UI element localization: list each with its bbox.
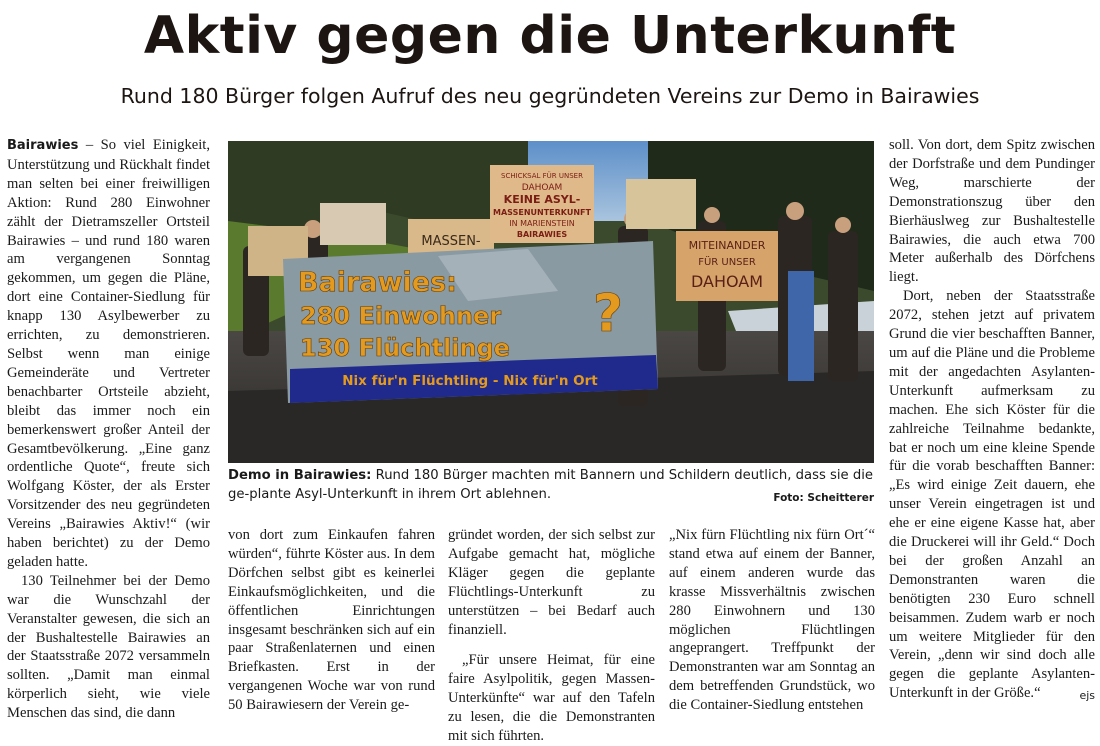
caption-lead: Demo in Bairawies:: [228, 468, 372, 483]
photo-caption: [228, 467, 874, 507]
paragraph: 130 Teilnehmer bei der Demo war die Wunschzahl der Veranstalter gewesen, die sich an der Bushaltestelle Bairawies an der Staatsstraße 2072 versammeln sollten. „Damit man einmal körperlich sieht, wie viele Menschen das sind, die dann: [7, 572, 210, 722]
sign-text: MASSEN-: [421, 234, 481, 249]
sign-text: IN MARIENSTEIN: [509, 219, 575, 228]
article-column-3: [448, 526, 655, 746]
banner-text: Bairawies:: [298, 267, 457, 298]
sign-text: KEINE ASYL-: [503, 193, 581, 206]
dateline: Bairawies: [7, 138, 79, 153]
sign-text: DAHOAM: [690, 272, 764, 291]
paragraph: „Für unsere Heimat, für eine faire Asylpolitik, gegen Massen-Unterkünfte“ war auf den Tafeln zu lesen, die die Demonstranten mit sich führten.: [448, 652, 655, 745]
paragraph: [7, 136, 210, 572]
banner-text: 280 Einwohner: [300, 302, 502, 330]
headline: Aktiv gegen die Unterkunft: [143, 6, 957, 66]
sign-text: MITEINANDER: [688, 239, 766, 252]
paragraph-text: – So viel Einigkeit, Unterstützung und Rückhalt findet man selten bei einer freiwilligen Aktion: Rund 280 Einwohner zählt der Dietramszeller Ortsteil Bairawies – und rund 180 waren am vergangenen Sonntag gekommen, um gegen die Pläne, dort eine Container-Siedlung für knapp 130 Asylbewerber zu errichten, zu demonstrieren. Selbst wenn man einige Gemeinderäte und Vertreter benachbarter Ortsteile abzieht, bleibt das immer noch ein bemerkenswert großer Anteil der Gesamtbevölkerung. „Eine ganz ordentliche Quote“, freute sich Wolfgang Köster, der als Erster Vorsitzender des neu gegründeten Vereins „Bairawies Aktiv!“ (wir haben berichtet) zu der Demo geladen hatte.: [7, 137, 210, 570]
subheadline: Rund 180 Bürger folgen Aufruf des neu gegründeten Vereins zur Demo in Bairawies: [120, 84, 980, 108]
sign-text: BAIRAWIES: [516, 230, 568, 239]
banner-text: 130 Flüchtlinge: [300, 334, 510, 362]
paragraph: gründet worden, der sich selbst zur Aufgabe gemacht hat, mögliche Kläger gegen die geplante Flüchtlings-Unterkunft zu unterstützen – bei Bedarf auch finanziell.: [448, 527, 655, 638]
author-initials: ejs: [1079, 689, 1095, 703]
banner-question-mark: ?: [593, 284, 624, 344]
photo-credit: Foto: Scheitterer: [773, 491, 874, 504]
sign-text: MASSENUNTERKUNFT: [493, 208, 591, 217]
caption-text: Rund 180 Bürger machten mit Bannern und Schildern deutlich, dass sie die ge-plante Asyl-Unterkunft in ihrem Ort ablehnen.: [228, 468, 873, 502]
sign-text: DAHOAM: [521, 183, 563, 193]
paragraph: [889, 287, 1095, 703]
demo-photo: [228, 141, 874, 463]
sign-text: FÜR UNSER: [698, 257, 756, 268]
paragraph: „Nix fürn Flüchtling nix fürn Ort´“ stand etwa auf einem der Banner, auf einem anderen wurde das krasse Missverhältnis zwischen 280 Einwohnern und 130 möglichen Flüchtlingen angeprangert. Treffpunkt der Demonstranten war am Sonntag an dem betreffenden Grundstück, wo die Container-Siedlung entstehen: [669, 527, 875, 714]
paragraph: von dort zum Einkaufen fahren würden“, führte Köster aus. In dem Dörfchen selbst gibt es keinerlei Einkaufsmöglichkeiten, und die öffentlichen Einrichtungen insgesamt beschränken sich auf ein paar Straßenlaternen und einen Briefkasten. Erst in der vergangenen Woche war von rund 50 Bairawiesern der Verein ge-: [228, 527, 435, 714]
article-column-1: [7, 136, 210, 723]
protest-banner: [283, 241, 658, 403]
sign-text: SCHICKSAL FÜR UNSER: [501, 172, 583, 180]
paragraph-text: Dort, neben der Staatsstraße 2072, stehen jetzt auf privatem Grund die vier beschafften Banner, um auf die Pläne und die Probleme mit der angedachten Asylanten-Unterkunft aufmerksam zu machen. Ehe sich Köster für die zahlreiche Teilnahme bedankte, bat er noch um eine kleine Spende für die vorab beschafften Banner: „Es wird einige Zeit dauern, ehe unser Verein eingetragen ist und ehe er eine eigene Kasse hat, aber die Druckerei will ihr Geld.“ Doch bei der großen Anzahl an Demonstranten waren die benötigten 230 Euro schnell beisammen. Zudem warb er noch um weitere Mitglieder für den Verein, „denn wir sind doch alle gegen die geplante Asylanten-Unterkunft in der Größe.“: [889, 288, 1095, 702]
paragraph: soll. Von dort, dem Spitz zwischen der Dorfstraße und dem Pundinger Weg, marschierte der Demonstrationszug über den Bierhäuslweg zur Bushaltestelle Bairawies, die auch etwa 700 Meter außerhalb des Dörfchens liegt.: [889, 137, 1095, 286]
article-column-4: [669, 526, 875, 715]
article-column-5: [889, 136, 1095, 706]
article-column-2: [228, 526, 435, 715]
banner-text: Nix für'n Flüchtling - Nix für'n Ort: [342, 373, 598, 389]
